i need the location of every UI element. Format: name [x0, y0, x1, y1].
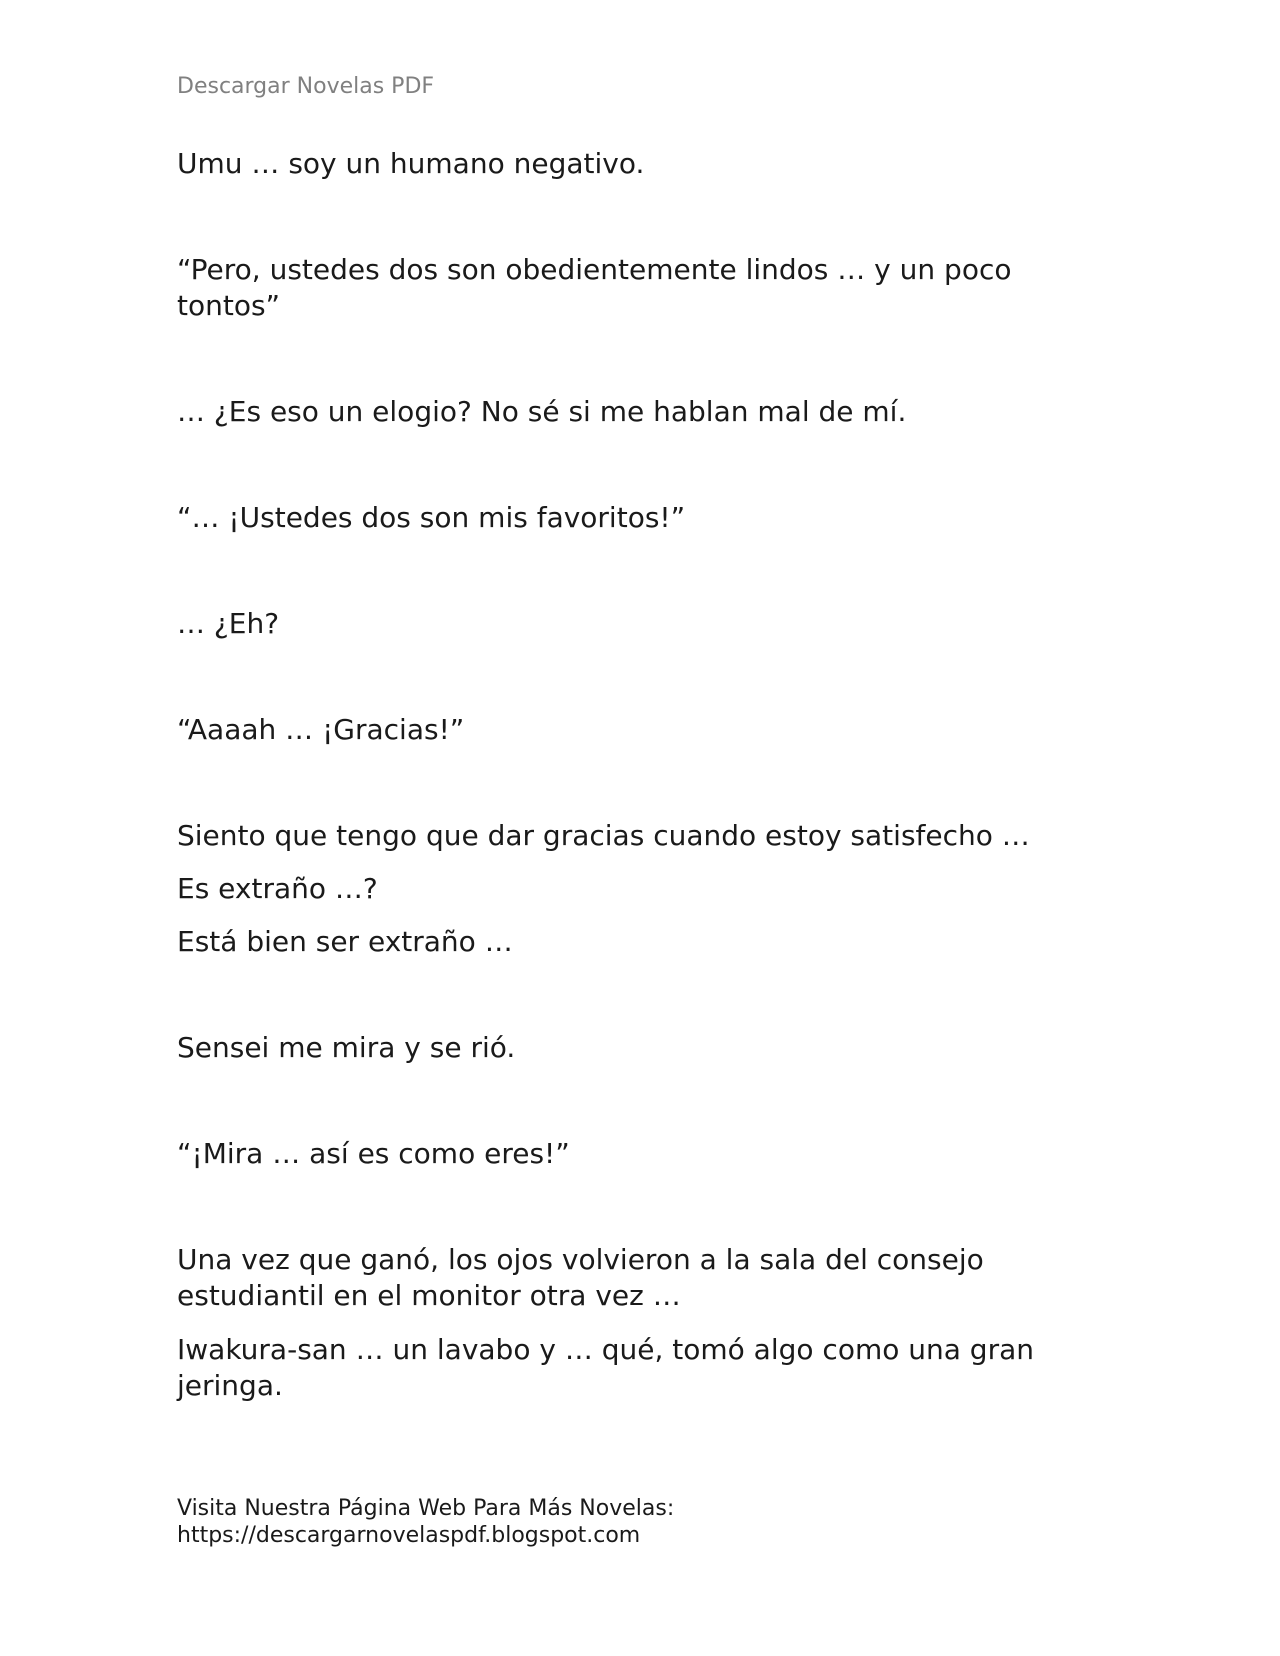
paragraph-8: Es extraño …? — [177, 872, 378, 905]
paragraph-7: Siento que tengo que dar gracias cuando estoy satisfecho … — [177, 819, 1030, 852]
footer-url-text: https://descargarnovelaspdf.blogspot.com — [177, 1523, 641, 1548]
paragraph-4: “… ¡Ustedes dos son mis favoritos!” — [177, 501, 686, 534]
page-footer — [177, 1495, 674, 1549]
footer-visit-text: Visita Nuestra Página Web Para Más Novelas: — [177, 1496, 675, 1521]
paragraph-11: “¡Mira … así es como eres!” — [177, 1137, 570, 1170]
paragraph-10: Sensei me mira y se rió. — [177, 1031, 516, 1064]
paragraph-2: “Pero, ustedes dos son obedientemente lindos … y un poco tontos” — [177, 253, 1012, 322]
paragraph-9: Está bien ser extraño … — [177, 925, 513, 958]
paragraph-6: “Aaaah … ¡Gracias!” — [177, 713, 465, 746]
paragraph-13: Iwakura-san … un lavabo y … qué, tomó algo como una gran jeringa. — [177, 1333, 1034, 1402]
paragraph-3: … ¿Es eso un elogio? No sé si me hablan mal de mí. — [177, 395, 907, 428]
paragraph-1: Umu … soy un humano negativo. — [177, 147, 645, 180]
page-header: Descargar Novelas PDF — [177, 74, 435, 99]
paragraph-12: Una vez que ganó, los ojos volvieron a la sala del consejo estudiantil en el monitor otra vez … — [177, 1243, 984, 1312]
paragraph-5: … ¿Eh? — [177, 607, 280, 640]
